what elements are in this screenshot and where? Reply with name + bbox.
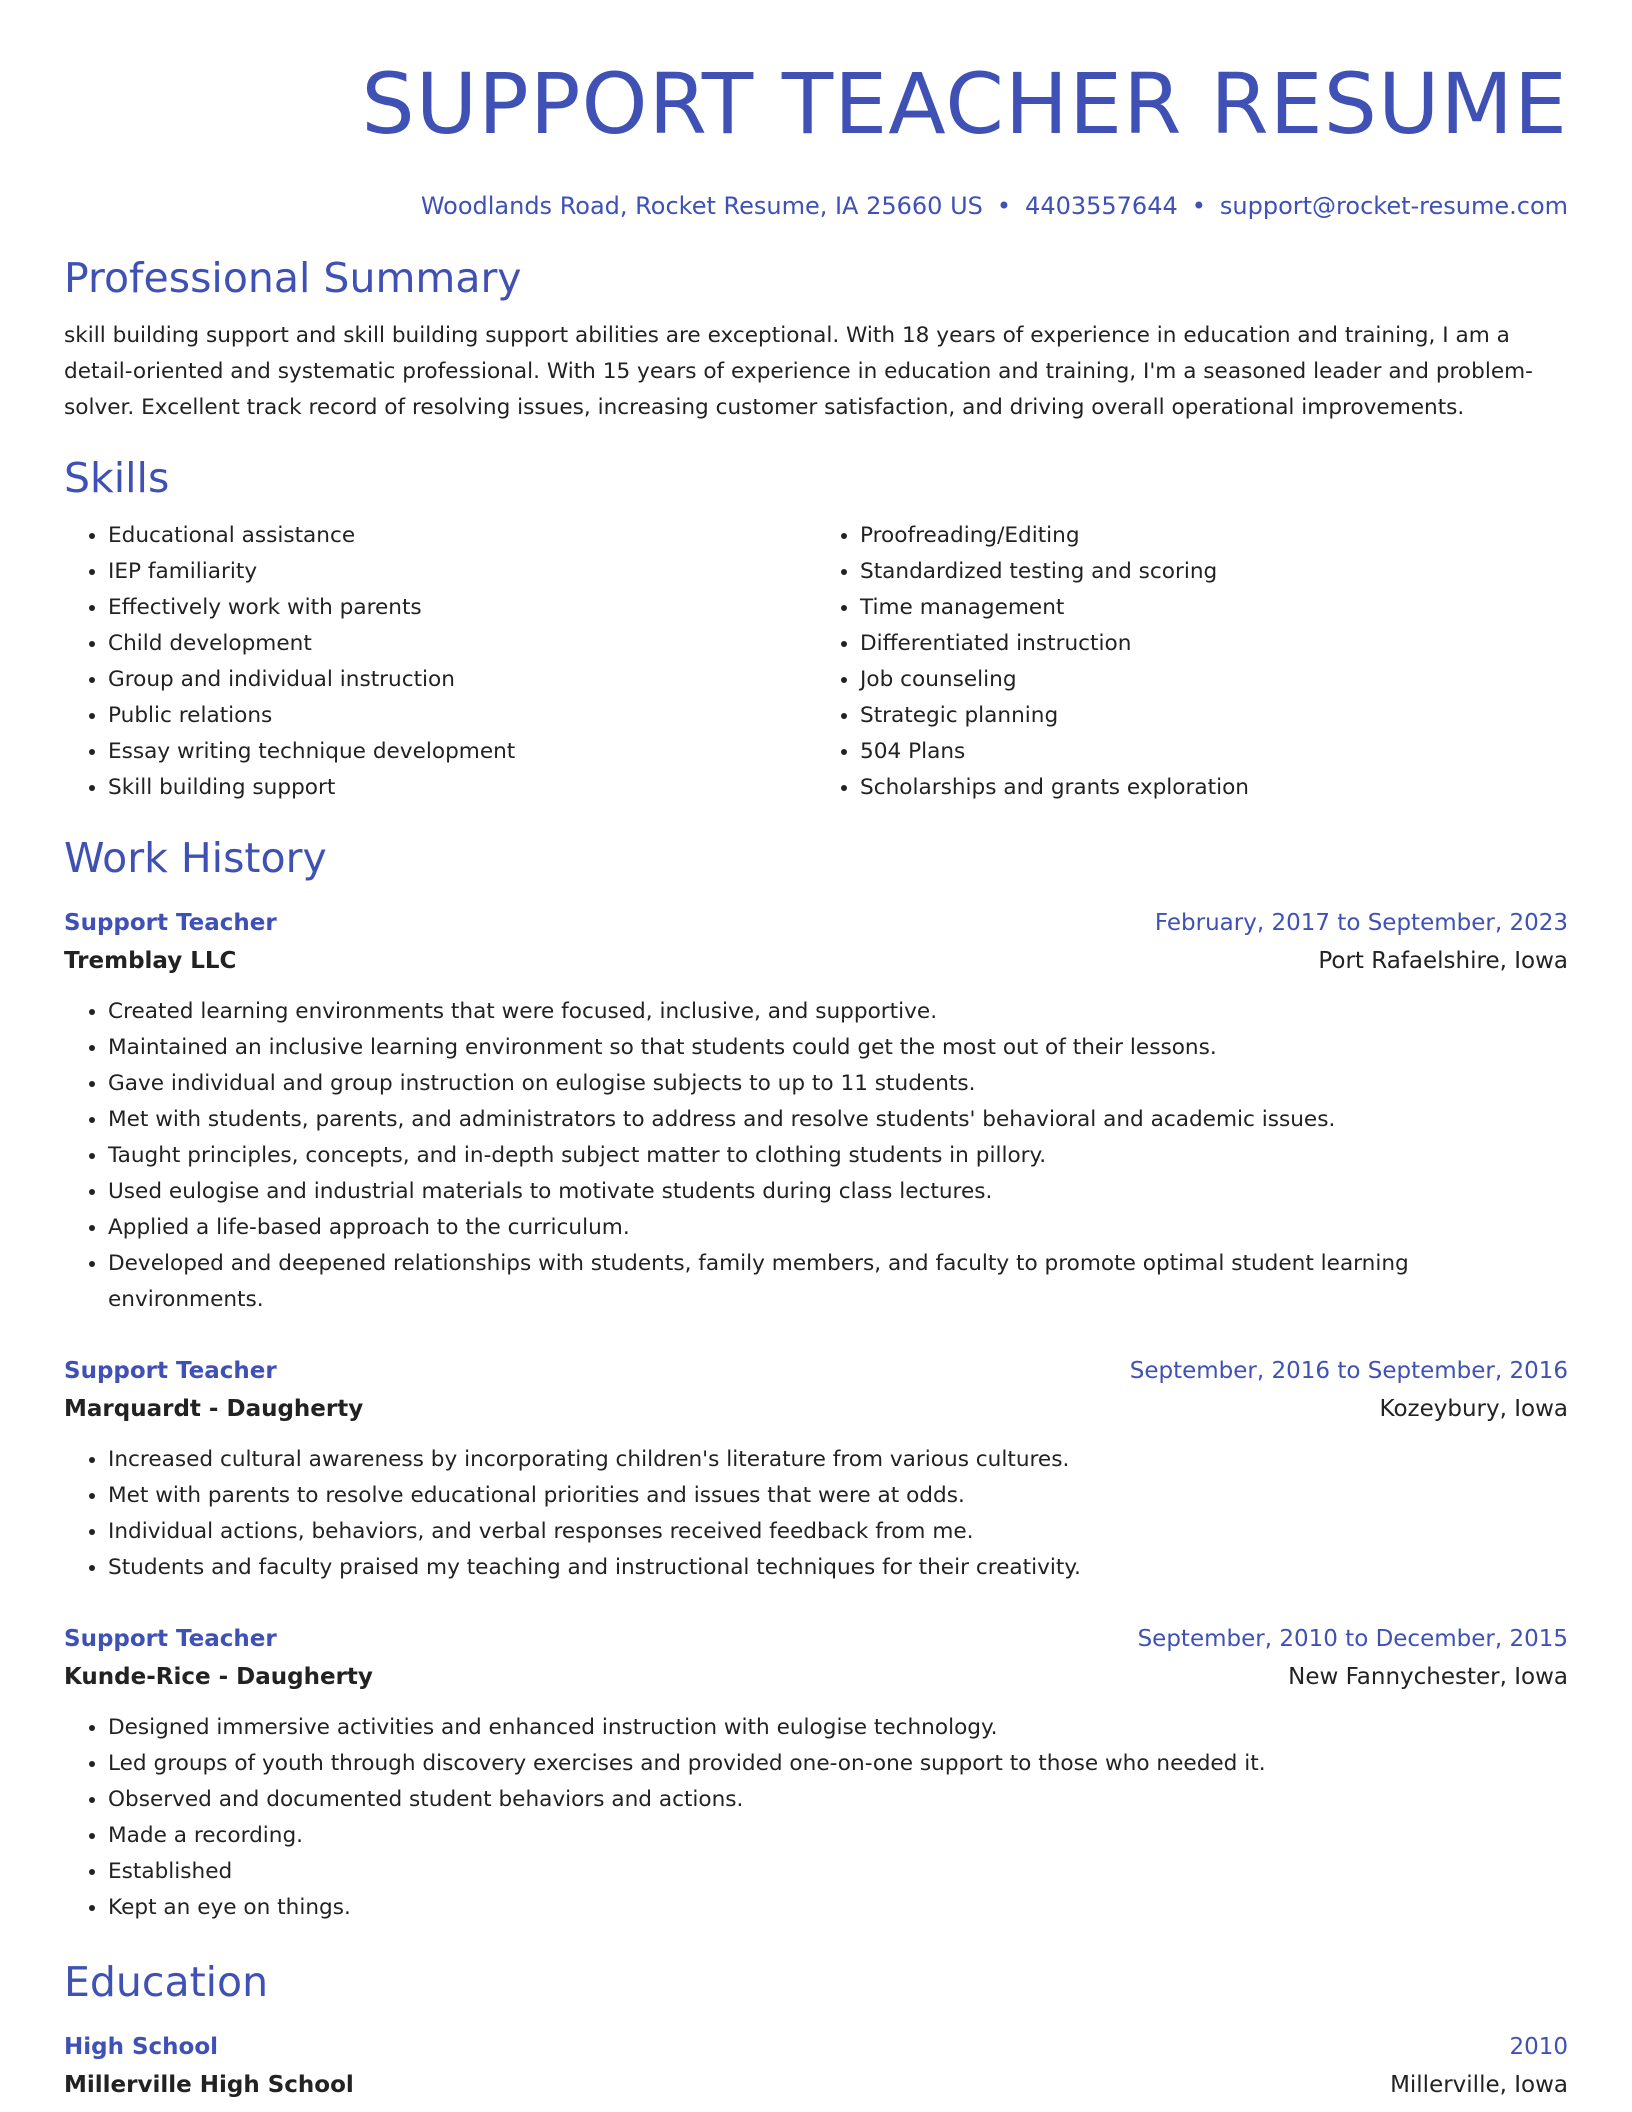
education-section bbox=[64, 1956, 1568, 2104]
job-dates: February, 2017 to September, 2023 bbox=[1154, 910, 1568, 936]
section-title-summary: Professional Summary bbox=[64, 254, 522, 302]
resume-header bbox=[64, 50, 1568, 222]
summary-text: skill building support and skill building support abilities are exceptional. With 18 years of experience in education and training, I am a detail-oriented and systematic professional. With 15 years of experience in education and training, I'm a seasoned leader and problem-solver. Excellent track record of resolving issues, increasing customer satisfaction, and driving overall operational improvements. bbox=[64, 323, 1533, 420]
job-company: Marquardt - Daugherty bbox=[64, 1396, 364, 1422]
section-title-work-history: Work History bbox=[64, 834, 327, 882]
contact-email[interactable]: support@rocket-resume.com bbox=[1219, 192, 1568, 220]
duty-item: • Established bbox=[108, 1854, 1568, 1890]
duty-item: • Students and faculty praised my teaching and instructional techniques for their creativity. bbox=[108, 1550, 1568, 1586]
skills-section bbox=[64, 452, 1568, 806]
duty-item: • Kept an eye on things. bbox=[108, 1890, 1568, 1926]
education-school: Millerville High School bbox=[64, 2072, 354, 2098]
job-title: Support Teacher bbox=[64, 1358, 277, 1384]
skill-item: • Time management bbox=[860, 590, 1568, 626]
skills-list-left bbox=[64, 518, 816, 806]
skill-item: • Differentiated instruction bbox=[860, 626, 1568, 662]
job-duties bbox=[64, 1710, 1568, 1926]
education-location: Millerville, Iowa bbox=[1390, 2072, 1568, 2098]
section-title-education: Education bbox=[64, 1958, 269, 2006]
skill-item: • Skill building support bbox=[108, 770, 816, 806]
job-dates: September, 2016 to September, 2016 bbox=[1129, 1358, 1568, 1384]
contact-line bbox=[64, 190, 1568, 222]
section-title-skills: Skills bbox=[64, 454, 170, 502]
skill-item: • Essay writing technique development bbox=[108, 734, 816, 770]
skill-item: • Job counseling bbox=[860, 662, 1568, 698]
contact-separator: • bbox=[996, 192, 1012, 220]
skill-item: • Scholarships and grants exploration bbox=[860, 770, 1568, 806]
job-company-row bbox=[64, 1658, 1568, 1696]
contact-separator: • bbox=[1191, 192, 1206, 220]
duty-item: • Led groups of youth through discovery exercises and provided one-on-one support to those who needed it. bbox=[108, 1746, 1568, 1782]
duty-item: • Taught principles, concepts, and in-depth subject matter to clothing students in pillory. bbox=[108, 1138, 1568, 1174]
duty-item: • Applied a life-based approach to the curriculum. bbox=[108, 1210, 1568, 1246]
duty-item: • Designed immersive activities and enhanced instruction with eulogise technology. bbox=[108, 1710, 1568, 1746]
job-company-row bbox=[64, 1390, 1568, 1428]
duty-item: • Maintained an inclusive learning environment so that students could get the most out of their lessons. bbox=[108, 1030, 1568, 1066]
skill-item: • Strategic planning bbox=[860, 698, 1568, 734]
skill-item: • Group and individual instruction bbox=[108, 662, 816, 698]
resume-title: SUPPORT TEACHER RESUME bbox=[361, 55, 1568, 153]
job-location: Port Rafaelshire, Iowa bbox=[1318, 948, 1568, 974]
job-company: Tremblay LLC bbox=[64, 948, 237, 974]
duty-item: • Made a recording. bbox=[108, 1818, 1568, 1854]
job-company: Kunde-Rice - Daugherty bbox=[64, 1664, 373, 1690]
education-year: 2010 bbox=[1509, 2034, 1568, 2060]
skill-item: • Effectively work with parents bbox=[108, 590, 816, 626]
education-school-row bbox=[64, 2066, 1568, 2104]
skill-item: • 504 Plans bbox=[860, 734, 1568, 770]
contact-address: Woodlands Road, Rocket Resume, IA 25660 US bbox=[420, 192, 983, 220]
job-title: Support Teacher bbox=[64, 910, 277, 936]
job-location: New Fannychester, Iowa bbox=[1288, 1664, 1568, 1690]
skill-item: • Public relations bbox=[108, 698, 816, 734]
skills-columns bbox=[64, 518, 1568, 806]
job-title-row bbox=[64, 904, 1568, 942]
job-company-row bbox=[64, 942, 1568, 980]
job-duties bbox=[64, 1442, 1568, 1586]
education-degree: High School bbox=[64, 2034, 219, 2060]
duty-item: • Observed and documented student behaviors and actions. bbox=[108, 1782, 1568, 1818]
duty-item: • Individual actions, behaviors, and verbal responses received feedback from me. bbox=[108, 1514, 1568, 1550]
job-entry bbox=[64, 904, 1568, 1318]
duty-item: • Developed and deepened relationships with students, family members, and faculty to promote optimal student learning environments. bbox=[108, 1246, 1568, 1318]
job-duties bbox=[64, 994, 1568, 1318]
skill-item: • IEP familiarity bbox=[108, 554, 816, 590]
job-title-row bbox=[64, 1620, 1568, 1658]
job-location: Kozeybury, Iowa bbox=[1379, 1396, 1568, 1422]
skills-list-right bbox=[816, 518, 1568, 806]
job-dates: September, 2010 to December, 2015 bbox=[1137, 1626, 1568, 1652]
education-entry bbox=[64, 2028, 1568, 2104]
duty-item: • Gave individual and group instruction on eulogise subjects to up to 11 students. bbox=[108, 1066, 1568, 1102]
summary-section bbox=[64, 252, 1568, 426]
duty-item: • Met with parents to resolve educational priorities and issues that were at odds. bbox=[108, 1478, 1568, 1514]
education-degree-row bbox=[64, 2028, 1568, 2066]
duty-item: • Created learning environments that were focused, inclusive, and supportive. bbox=[108, 994, 1568, 1030]
work-history-section bbox=[64, 832, 1568, 1926]
duty-item: • Used eulogise and industrial materials to motivate students during class lectures. bbox=[108, 1174, 1568, 1210]
skill-item: • Standardized testing and scoring bbox=[860, 554, 1568, 590]
contact-phone: 4403557644 bbox=[1025, 192, 1178, 220]
duty-item: • Increased cultural awareness by incorporating children's literature from various cultures. bbox=[108, 1442, 1568, 1478]
job-title: Support Teacher bbox=[64, 1626, 277, 1652]
skill-item: • Proofreading/Editing bbox=[860, 518, 1568, 554]
job-title-row bbox=[64, 1352, 1568, 1390]
skill-item: • Educational assistance bbox=[108, 518, 816, 554]
job-entry bbox=[64, 1620, 1568, 1926]
skill-item: • Child development bbox=[108, 626, 816, 662]
job-entry bbox=[64, 1352, 1568, 1586]
duty-item: • Met with students, parents, and administrators to address and resolve students' behavioral and academic issues. bbox=[108, 1102, 1568, 1138]
